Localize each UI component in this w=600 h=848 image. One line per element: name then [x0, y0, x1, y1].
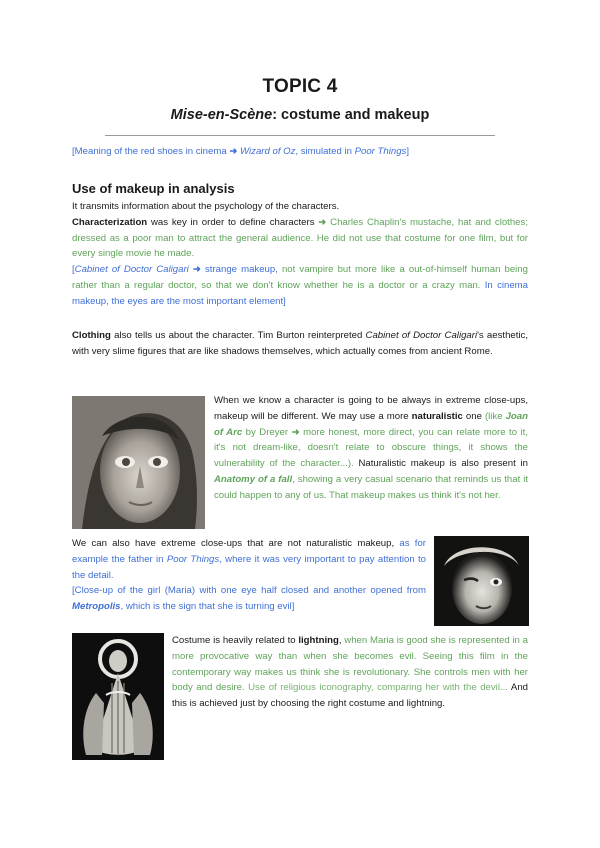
extreme-blue-3: [Close-up of the girl (Maria) with one eye half closed and another opened from	[72, 585, 426, 597]
closeups-text-2: one	[462, 410, 485, 422]
joan-title: Joan of Arc	[214, 410, 528, 438]
anatomy-note: , showing a very casual scenario that reminds us that it could happen to any of us. That makeup makes us think it's not her.	[214, 473, 529, 501]
arrow-right-icon: ➜	[229, 146, 238, 157]
caligari-text: strange makeup,	[205, 264, 282, 276]
makeup-intro: It transmits information about the psychology of the characters.	[72, 201, 340, 212]
chaplin-note: Charles Chaplin's mustache, hat and clothes; dressed as a poor man to attract the general audience. He did not use that costume for one film, but for every single movie he made.	[72, 216, 528, 260]
extreme-poor-title: Poor Things	[166, 553, 220, 565]
subtitle-rest: : costume and makeup	[272, 107, 430, 123]
costume-paragraph	[172, 633, 528, 712]
caligari-green: not vampire but more like a out-of-himself human being rather than a regular doctor, so that we don't know whether he is a doctor or a crazy man.	[72, 264, 528, 291]
extreme-closeups-paragraph	[72, 536, 426, 615]
joan-note-2: by Dreyer	[242, 426, 292, 438]
metropolis-maria-photo	[434, 536, 529, 626]
note-text-c: , simulated in	[295, 146, 355, 157]
note-text-a: [Meaning of the red shoes in cinema	[72, 146, 230, 157]
characterization-text: was key in order to define characters	[147, 216, 319, 228]
red-shoes-note	[72, 145, 409, 159]
closeups-text-3: Naturalistic makeup is also present in	[353, 458, 528, 470]
joan-note-3: more honest, more direct, you can relate more to it, it's not dream-like, doesn't relate to obscure things, it shows the vulnerability of the character...).	[214, 426, 528, 470]
lightning-term: lightning	[298, 635, 339, 646]
subtitle-italic: Mise-en-Scène	[170, 107, 273, 123]
title-divider	[105, 135, 495, 136]
clothing-caligari-title: Cabinet of Doctor Caligari	[365, 330, 478, 341]
costume-text-1: Costume is heavily related to	[172, 635, 299, 646]
clothing-term: Clothing	[72, 330, 111, 341]
caligari-open: [	[72, 264, 75, 276]
characterization-term: Characterization	[72, 216, 148, 228]
metropolis-title: Metropolis	[72, 601, 121, 613]
joan-note-open: (like	[484, 410, 506, 422]
joan-of-arc-photo	[72, 396, 205, 529]
clothing-text-1: also tells us about the character. Tim Burton reinterpreted	[110, 330, 366, 341]
joan-of-arc-image	[72, 396, 205, 529]
caligari-tail: In cinema makeup, the eyes are the most important element]	[72, 279, 529, 307]
note-wizard-title: Wizard of Oz	[240, 146, 296, 157]
page-subtitle	[0, 107, 600, 123]
clothing-text-2: 's aesthetic, with very slime figures that are like shadows themselves, which actually comes from ancient Rome.	[72, 330, 528, 357]
arrow-right-icon: ➜	[188, 264, 205, 276]
costume-text-2: ,	[338, 635, 342, 646]
extreme-blue-1: as for example the father in	[72, 538, 426, 565]
arrow-right-icon: ➜	[318, 216, 327, 228]
caligari-title: Cabinet of Doctor Caligari	[74, 264, 189, 276]
note-text-d: ]	[406, 146, 410, 157]
page-title: TOPIC 4	[262, 76, 338, 97]
anatomy-title: Anatomy of a fall	[214, 473, 293, 485]
extreme-text-1: We can also have extreme close-ups that are not naturalistic makeup,	[72, 538, 395, 549]
note-poor-title: Poor Things	[354, 146, 407, 157]
clothing-paragraph	[72, 328, 528, 360]
metropolis-robot-photo	[72, 633, 164, 760]
closeups-paragraph	[214, 393, 528, 504]
closeups-text-1: When we know a character is going to be always in extreme close-ups, makeup will be different. We may use a more	[214, 395, 528, 422]
costume-text-3: And this is achieved just by choosing the right costume and lightning.	[172, 682, 528, 710]
maria-note: when Maria is good she is represented in a more provocative way than when she becomes evil. Seeing this film in the contemporary way makes us think she is revolutionary. She controls men with her body and desire.	[172, 635, 528, 694]
arrow-right-icon: ➜	[291, 426, 300, 438]
naturalistic-term: naturalistic	[411, 410, 463, 422]
makeup-paragraph	[72, 199, 528, 310]
extreme-blue-2: , where it was very important to pay attention to the detail.	[72, 553, 426, 581]
iconography-note: Use of religious iconography, comparing her with the devil...	[248, 682, 508, 694]
metropolis-robot-image	[72, 633, 164, 760]
section-heading: Use of makeup in analysis	[72, 181, 235, 196]
metropolis-maria-image	[434, 536, 529, 626]
extreme-blue-4: , which is the sign that she is turning evil]	[120, 601, 295, 613]
